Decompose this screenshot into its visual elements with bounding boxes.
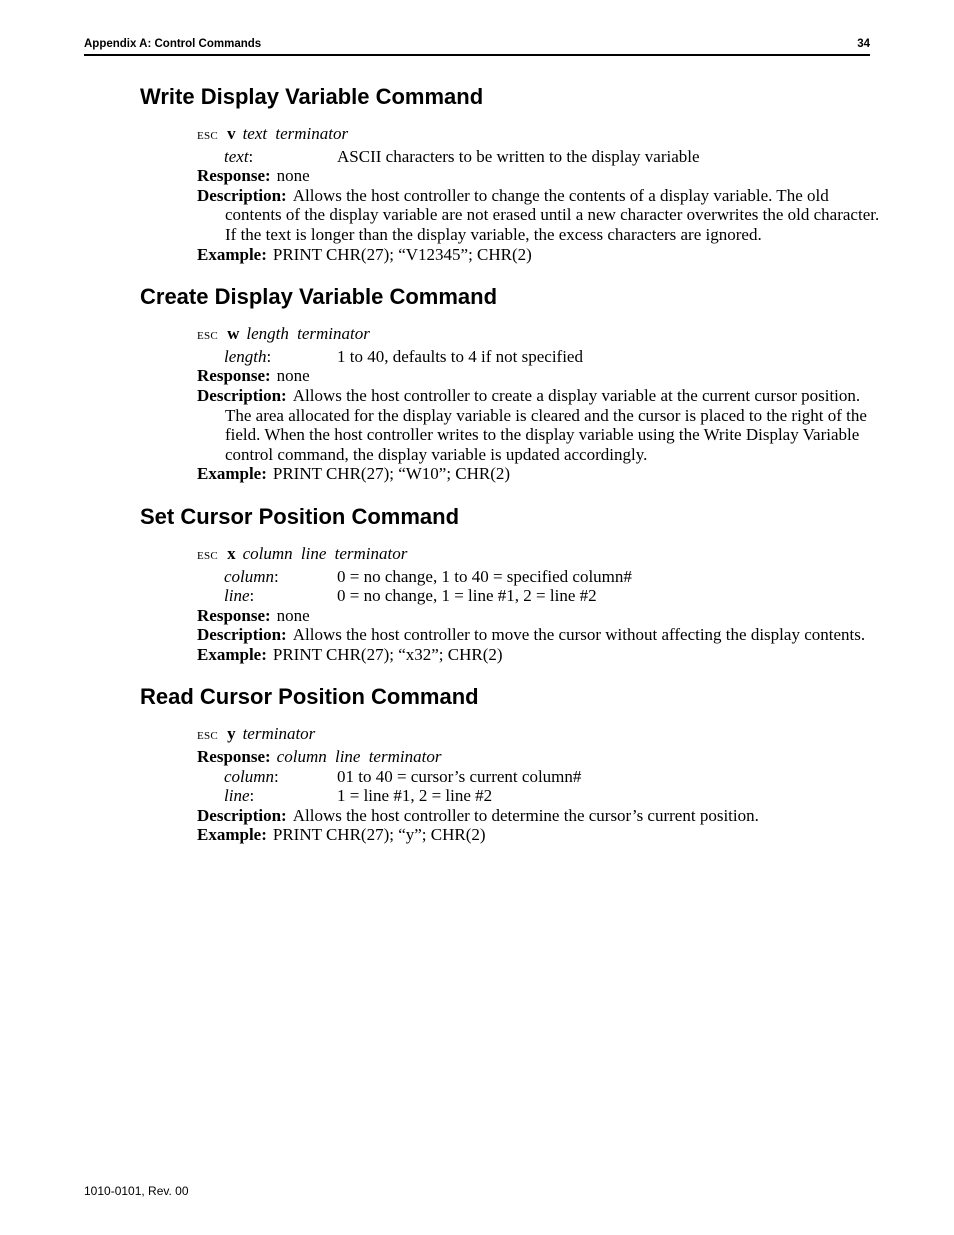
response-label: Response: (197, 747, 271, 767)
section-title: Read Cursor Position Command (140, 684, 479, 710)
parameter-row: line: 1 = line #1, 2 = line #2 (224, 786, 493, 806)
response-value: none (276, 605, 310, 625)
response-value: column line terminator (276, 747, 442, 767)
esc-label: ESC (197, 730, 219, 743)
example-line (197, 464, 880, 484)
example-line (197, 245, 880, 265)
parameter-name: line (224, 586, 250, 606)
command-args: text terminator (242, 124, 349, 143)
example-line (197, 825, 880, 845)
parameter-row: column: 0 = no change, 1 to 40 = specified column# (224, 566, 632, 586)
parameter-value: 1 to 40, defaults to 4 if not specified (337, 346, 583, 366)
example-label: Example: (197, 244, 267, 264)
command-body (140, 544, 880, 665)
page-footer: 1010-0101, Rev. 00 (84, 1184, 189, 1198)
page-number: 34 (857, 38, 870, 50)
response-label: Response: (197, 366, 271, 386)
section-title: Create Display Variable Command (140, 284, 498, 310)
page-header (84, 38, 870, 56)
command-args: length terminator (246, 324, 370, 344)
example-label: Example: (197, 825, 267, 845)
command-syntax (197, 124, 880, 147)
parameter-row: line: 0 = no change, 1 = line #1, 2 = line #2 (224, 586, 597, 606)
command-syntax (197, 544, 880, 567)
parameter-name: column (224, 566, 275, 586)
response-value: none (276, 366, 310, 386)
description-block (197, 186, 880, 245)
command-body (140, 324, 880, 484)
parameter-row: length: 1 to 40, defaults to 4 if not specified (224, 346, 583, 366)
esc-label: ESC (197, 130, 219, 142)
command-char: v (227, 124, 236, 143)
example-line (197, 645, 880, 665)
description-block (197, 625, 880, 645)
parameter-value: 1 = line #1, 2 = line #2 (337, 786, 493, 806)
parameter-name: length (224, 346, 267, 366)
example-code: PRINT CHR(27); “V12345”; CHR(2) (272, 244, 532, 264)
esc-label: ESC (197, 330, 219, 343)
response-value: none (276, 166, 310, 186)
command-char: w (227, 324, 240, 344)
parameter-value: 01 to 40 = cursor’s current column# (337, 766, 582, 786)
description-text: Allows the host controller to create a display variable at the current cursor position. The area allocated for the display variable is cleared and the cursor is placed to the right of the field. When the host controller writes to the display variable using the Write Display Variable control command, the display variable is updated accordingly. (225, 385, 867, 464)
response-line (197, 166, 880, 186)
command-body (140, 724, 880, 845)
parameter-value: 0 = no change, 1 to 40 = specified column# (337, 566, 632, 586)
response-line (197, 747, 880, 767)
section-write-display-variable (140, 82, 880, 264)
command-args: column line terminator (242, 543, 408, 563)
response-label: Response: (197, 605, 271, 625)
description-label: Description: (197, 385, 287, 405)
parameter-name: column (224, 766, 275, 786)
parameter-row: column: 01 to 40 = cursor’s current column# (224, 766, 582, 786)
description-label: Description: (197, 625, 287, 645)
description-text: Allows the host controller to move the cursor without affecting the display contents. (292, 625, 866, 645)
response-line (197, 366, 880, 386)
command-char: x (227, 543, 236, 563)
command-body (140, 124, 880, 264)
section-set-cursor-position (140, 502, 880, 665)
example-code: PRINT CHR(27); “y”; CHR(2) (272, 825, 486, 845)
description-label: Description: (197, 185, 287, 205)
parameter-value: ASCII characters to be written to the display variable (337, 146, 700, 166)
description-label: Description: (197, 805, 287, 825)
example-code: PRINT CHR(27); “W10”; CHR(2) (272, 464, 511, 484)
command-char: y (227, 724, 236, 744)
section-read-cursor-position (140, 682, 880, 845)
description-text: Allows the host controller to change the contents of a display variable. The old contents of the display variable are not erased until a new character overwrites the old character. If the text is longer than the display variable, the excess characters are ignored. (225, 185, 880, 244)
description-text: Allows the host controller to determine the cursor’s current position. (292, 805, 759, 825)
response-label: Response: (197, 166, 271, 186)
esc-label: ESC (197, 549, 219, 562)
response-line (197, 606, 880, 626)
description-block (197, 806, 880, 826)
example-code: PRINT CHR(27); “x32”; CHR(2) (272, 644, 503, 664)
page-content (140, 82, 880, 863)
command-syntax (197, 724, 880, 747)
header-title: Appendix A: Control Commands (84, 38, 262, 50)
command-args: terminator (242, 724, 316, 744)
section-create-display-variable (140, 282, 880, 484)
example-label: Example: (197, 644, 267, 664)
parameter-name: line (224, 786, 250, 806)
section-title: Set Cursor Position Command (140, 503, 460, 529)
parameter-name: text (224, 146, 249, 166)
section-title: Write Display Variable Command (140, 84, 484, 109)
example-label: Example: (197, 464, 267, 484)
parameter-row: text: ASCII characters to be written to the display variable (224, 146, 700, 166)
description-block (197, 386, 880, 464)
command-syntax (197, 324, 880, 347)
parameter-value: 0 = no change, 1 = line #1, 2 = line #2 (337, 586, 597, 606)
